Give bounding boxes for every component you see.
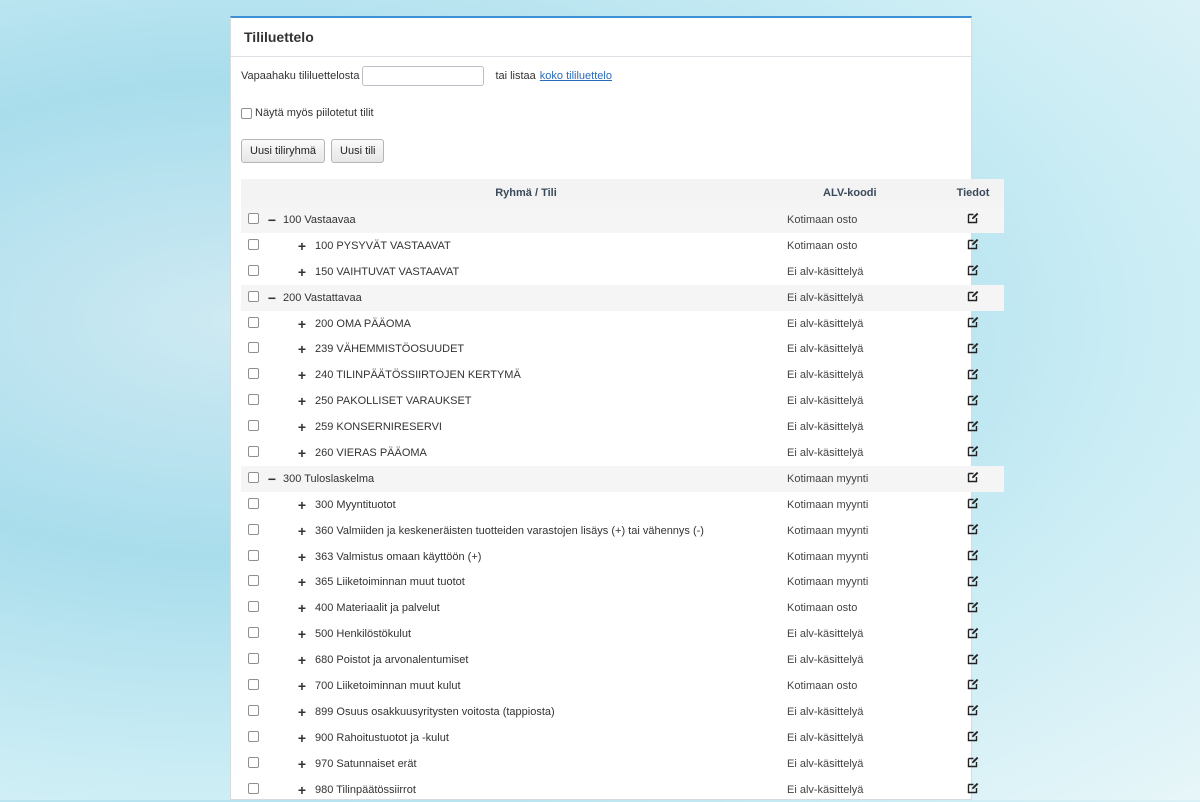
row-checkbox-cell — [241, 647, 265, 673]
edit-icon[interactable] — [967, 627, 979, 639]
row-checkbox[interactable] — [248, 783, 259, 794]
edit-icon[interactable] — [967, 730, 979, 742]
alv-code: Kotimaan osto — [787, 239, 858, 252]
row-checkbox[interactable] — [248, 446, 259, 457]
row-checkbox-cell — [241, 569, 265, 595]
edit-icon[interactable] — [967, 445, 979, 457]
row-checkbox-cell — [241, 362, 265, 388]
group-row — [241, 466, 1004, 492]
edit-icon[interactable] — [967, 394, 979, 406]
show-hidden-label: Näytä myös piilotetut tilit — [255, 107, 374, 119]
edit-icon[interactable] — [967, 316, 979, 328]
expand-icon[interactable]: + — [297, 600, 307, 617]
account-label: 100 PYSYVÄT VASTAAVAT — [315, 239, 451, 252]
row-checkbox-cell — [241, 595, 265, 621]
account-row — [241, 492, 1004, 518]
alv-code: Kotimaan myynti — [787, 524, 869, 537]
row-checkbox[interactable] — [248, 757, 259, 768]
row-checkbox[interactable] — [248, 601, 259, 612]
row-name-cell — [265, 518, 787, 544]
row-checkbox[interactable] — [248, 291, 259, 302]
alv-code: Ei alv-käsittelyä — [787, 783, 864, 796]
expand-icon[interactable]: + — [297, 781, 307, 798]
row-checkbox[interactable] — [248, 420, 259, 431]
row-name-cell — [265, 544, 787, 570]
row-name-cell — [265, 751, 787, 777]
edit-icon[interactable] — [967, 238, 979, 250]
row-checkbox[interactable] — [248, 368, 259, 379]
alv-code: Ei alv-käsittelyä — [787, 265, 864, 278]
expand-icon[interactable]: + — [297, 548, 307, 565]
alv-code: Kotimaan myynti — [787, 466, 942, 492]
account-label: 360 Valmiiden ja keskeneräisten tuotteiden varastojen lisäys (+) tai vähennys (-) — [315, 524, 704, 537]
row-info-cell — [942, 751, 1004, 777]
row-info-cell — [942, 362, 1004, 388]
edit-icon[interactable] — [967, 523, 979, 535]
edit-icon[interactable] — [967, 549, 979, 561]
account-row — [241, 621, 1004, 647]
alv-code: Ei alv-käsittelyä — [787, 705, 864, 718]
account-label: 300 Tuloslaskelma — [283, 472, 375, 485]
row-info-cell — [942, 207, 1004, 233]
alv-code: Ei alv-käsittelyä — [787, 446, 864, 459]
row-checkbox-cell — [241, 492, 265, 518]
account-label: 200 Vastattavaa — [283, 291, 362, 304]
row-name-cell — [265, 362, 787, 388]
search-row — [241, 66, 612, 86]
row-name-cell — [265, 311, 787, 337]
row-checkbox-cell — [241, 725, 265, 751]
row-name-cell — [265, 777, 787, 802]
header-name: Ryhmä / Tili — [265, 179, 787, 207]
edit-icon[interactable] — [967, 497, 979, 509]
account-label: 700 Liiketoiminnan muut kulut — [315, 679, 461, 692]
expand-icon[interactable]: + — [297, 263, 307, 280]
row-name-cell — [265, 440, 787, 466]
show-hidden-row — [241, 107, 374, 119]
alv-code: Ei alv-käsittelyä — [787, 421, 864, 434]
row-checkbox-cell — [241, 259, 265, 285]
expand-icon[interactable]: + — [297, 522, 307, 539]
account-list-panel — [230, 16, 990, 800]
row-checkbox-cell — [241, 414, 265, 440]
row-checkbox[interactable] — [248, 472, 259, 483]
row-info-cell — [942, 285, 1004, 311]
expand-icon[interactable]: + — [297, 444, 307, 461]
row-info-cell — [942, 414, 1004, 440]
alv-code: Kotimaan myynti — [787, 498, 869, 511]
row-info-cell — [942, 647, 1004, 673]
account-row — [241, 362, 1004, 388]
row-checkbox-cell — [241, 751, 265, 777]
collapse-icon[interactable]: − — [267, 211, 277, 228]
row-checkbox[interactable] — [248, 550, 259, 561]
row-name-cell — [265, 414, 787, 440]
expand-icon[interactable]: + — [297, 574, 307, 591]
account-row — [241, 777, 1004, 802]
alv-code: Ei alv-käsittelyä — [787, 285, 942, 311]
account-label: 240 TILINPÄÄTÖSSIIRTOJEN KERTYMÄ — [315, 369, 521, 382]
row-info-cell — [942, 518, 1004, 544]
account-label: 680 Poistot ja arvonalentumiset — [315, 654, 469, 667]
row-info-cell — [942, 777, 1004, 802]
account-row — [241, 595, 1004, 621]
row-name-cell — [265, 725, 787, 751]
account-row — [241, 311, 1004, 337]
search-input[interactable] — [362, 66, 484, 86]
account-row — [241, 518, 1004, 544]
row-name-cell — [265, 492, 787, 518]
expand-icon[interactable]: + — [297, 703, 307, 720]
edit-icon[interactable] — [967, 471, 979, 483]
expand-icon[interactable]: + — [297, 393, 307, 410]
edit-icon[interactable] — [967, 264, 979, 276]
row-checkbox[interactable] — [248, 731, 259, 742]
row-info-cell — [942, 311, 1004, 337]
group-row — [241, 207, 1004, 233]
group-row — [241, 285, 1004, 311]
row-info-cell — [942, 699, 1004, 725]
row-checkbox-cell — [241, 621, 265, 647]
show-hidden-checkbox[interactable] — [241, 108, 252, 119]
alv-code: Ei alv-käsittelyä — [787, 757, 864, 770]
account-row — [241, 647, 1004, 673]
row-checkbox-cell — [241, 518, 265, 544]
row-info-cell — [942, 388, 1004, 414]
row-name-cell — [265, 595, 787, 621]
row-checkbox[interactable] — [248, 317, 259, 328]
row-info-cell — [942, 595, 1004, 621]
account-label: 400 Materiaalit ja palvelut — [315, 602, 440, 615]
row-checkbox[interactable] — [248, 575, 259, 586]
header-checkbox-col — [241, 179, 265, 207]
expand-icon[interactable]: + — [297, 237, 307, 254]
row-name-cell — [265, 621, 787, 647]
expand-icon[interactable]: + — [297, 419, 307, 436]
expand-icon[interactable]: + — [297, 496, 307, 513]
account-row — [241, 388, 1004, 414]
account-label: 500 Henkilöstökulut — [315, 628, 412, 641]
account-label: 259 KONSERNIRESERVI — [315, 421, 442, 434]
action-buttons — [241, 139, 384, 163]
account-row — [241, 336, 1004, 362]
account-label: 260 VIERAS PÄÄOMA — [315, 446, 427, 459]
alv-code: Ei alv-käsittelyä — [787, 317, 864, 330]
row-name-cell — [265, 207, 787, 233]
alv-code: Kotimaan myynti — [787, 550, 869, 563]
row-checkbox-cell — [241, 466, 265, 492]
row-info-cell — [942, 492, 1004, 518]
alv-code: Ei alv-käsittelyä — [787, 654, 864, 667]
alv-code: Ei alv-käsittelyä — [787, 628, 864, 641]
edit-icon[interactable] — [967, 601, 979, 613]
account-row — [241, 569, 1004, 595]
row-checkbox[interactable] — [248, 239, 259, 250]
edit-icon[interactable] — [967, 420, 979, 432]
account-label: 200 OMA PÄÄOMA — [315, 317, 411, 330]
row-name-cell — [265, 285, 787, 311]
row-name-cell — [265, 336, 787, 362]
row-checkbox-cell — [241, 699, 265, 725]
row-info-cell — [942, 621, 1004, 647]
collapse-icon[interactable]: − — [267, 470, 277, 487]
expand-icon[interactable]: + — [297, 367, 307, 384]
account-row — [241, 699, 1004, 725]
account-label: 100 Vastaavaa — [283, 213, 356, 226]
row-info-cell — [942, 725, 1004, 751]
row-name-cell — [265, 466, 787, 492]
collapse-icon[interactable]: − — [267, 289, 277, 306]
alv-code: Ei alv-käsittelyä — [787, 369, 864, 382]
account-label: 363 Valmistus omaan käyttöön (+) — [315, 550, 482, 563]
row-name-cell — [265, 569, 787, 595]
row-checkbox-cell — [241, 285, 265, 311]
row-checkbox-cell — [241, 777, 265, 802]
alv-code: Ei alv-käsittelyä — [787, 731, 864, 744]
row-checkbox-cell — [241, 311, 265, 337]
alv-code: Ei alv-käsittelyä — [787, 343, 864, 356]
edit-icon[interactable] — [967, 756, 979, 768]
header-alv: ALV-koodi — [787, 179, 942, 207]
row-checkbox-cell — [241, 544, 265, 570]
row-checkbox[interactable] — [248, 342, 259, 353]
row-info-cell — [942, 336, 1004, 362]
account-label: 239 VÄHEMMISTÖOSUUDET — [315, 343, 465, 356]
row-checkbox-cell — [241, 336, 265, 362]
row-checkbox[interactable] — [248, 524, 259, 535]
alv-code: Kotimaan myynti — [787, 576, 869, 589]
edit-icon[interactable] — [967, 575, 979, 587]
edit-icon[interactable] — [967, 678, 979, 690]
expand-icon[interactable]: + — [297, 341, 307, 358]
row-info-cell — [942, 233, 1004, 259]
search-label: Vapaahaku tililuettelosta — [241, 70, 360, 82]
account-row — [241, 751, 1004, 777]
expand-icon[interactable]: + — [297, 729, 307, 746]
row-info-cell — [942, 569, 1004, 595]
edit-icon[interactable] — [967, 704, 979, 716]
row-checkbox[interactable] — [248, 394, 259, 405]
row-checkbox[interactable] — [248, 705, 259, 716]
row-name-cell — [265, 647, 787, 673]
row-checkbox-cell — [241, 207, 265, 233]
row-checkbox[interactable] — [248, 627, 259, 638]
alv-code: Kotimaan osto — [787, 602, 858, 615]
row-info-cell — [942, 466, 1004, 492]
account-label: 980 Tilinpäätössiirrot — [315, 783, 416, 796]
account-label: 365 Liiketoiminnan muut tuotot — [315, 576, 465, 589]
edit-icon[interactable] — [967, 782, 979, 794]
full-list-link[interactable]: koko tililuettelo — [539, 70, 612, 82]
row-checkbox-cell — [241, 233, 265, 259]
account-label: 970 Satunnaiset erät — [315, 757, 417, 770]
row-checkbox[interactable] — [248, 265, 259, 276]
row-name-cell — [265, 388, 787, 414]
row-checkbox[interactable] — [248, 653, 259, 664]
row-name-cell — [265, 233, 787, 259]
account-row — [241, 233, 1004, 259]
edit-icon[interactable] — [967, 653, 979, 665]
expand-icon[interactable]: + — [297, 626, 307, 643]
account-row — [241, 725, 1004, 751]
accounts-table — [241, 179, 1004, 802]
account-row — [241, 673, 1004, 699]
edit-icon[interactable] — [967, 342, 979, 354]
expand-icon[interactable]: + — [297, 652, 307, 669]
edit-icon[interactable] — [967, 368, 979, 380]
table-header-row — [241, 179, 1004, 207]
account-label: 250 PAKOLLISET VARAUKSET — [315, 395, 472, 408]
alv-code: Kotimaan osto — [787, 207, 942, 233]
edit-icon[interactable] — [967, 290, 979, 302]
account-row — [241, 414, 1004, 440]
account-label: 300 Myyntituotot — [315, 498, 396, 511]
page-title: Tililuettelo — [231, 18, 971, 57]
account-label: 899 Osuus osakkuusyritysten voitosta (tappiosta) — [315, 705, 555, 718]
account-label: 900 Rahoitustuotot ja -kulut — [315, 731, 449, 744]
alv-code: Ei alv-käsittelyä — [787, 395, 864, 408]
or-text: tai listaa — [495, 70, 536, 82]
new-group-button[interactable]: Uusi tiliryhmä — [241, 139, 325, 163]
account-row — [241, 440, 1004, 466]
account-row — [241, 544, 1004, 570]
row-info-cell — [942, 259, 1004, 285]
expand-icon[interactable]: + — [297, 315, 307, 332]
row-info-cell — [942, 440, 1004, 466]
row-checkbox[interactable] — [248, 679, 259, 690]
header-info: Tiedot — [942, 179, 1004, 207]
row-name-cell — [265, 259, 787, 285]
row-checkbox-cell — [241, 440, 265, 466]
row-checkbox-cell — [241, 388, 265, 414]
alv-code: Kotimaan osto — [787, 679, 858, 692]
row-name-cell — [265, 699, 787, 725]
new-account-button[interactable]: Uusi tili — [331, 139, 384, 163]
edit-icon[interactable] — [967, 212, 979, 224]
expand-icon[interactable]: + — [297, 755, 307, 772]
row-name-cell — [265, 673, 787, 699]
account-row — [241, 259, 1004, 285]
row-checkbox[interactable] — [248, 213, 259, 224]
row-info-cell — [942, 544, 1004, 570]
row-info-cell — [942, 673, 1004, 699]
row-checkbox-cell — [241, 673, 265, 699]
expand-icon[interactable]: + — [297, 677, 307, 694]
account-label: 150 VAIHTUVAT VASTAAVAT — [315, 265, 460, 278]
row-checkbox[interactable] — [248, 498, 259, 509]
